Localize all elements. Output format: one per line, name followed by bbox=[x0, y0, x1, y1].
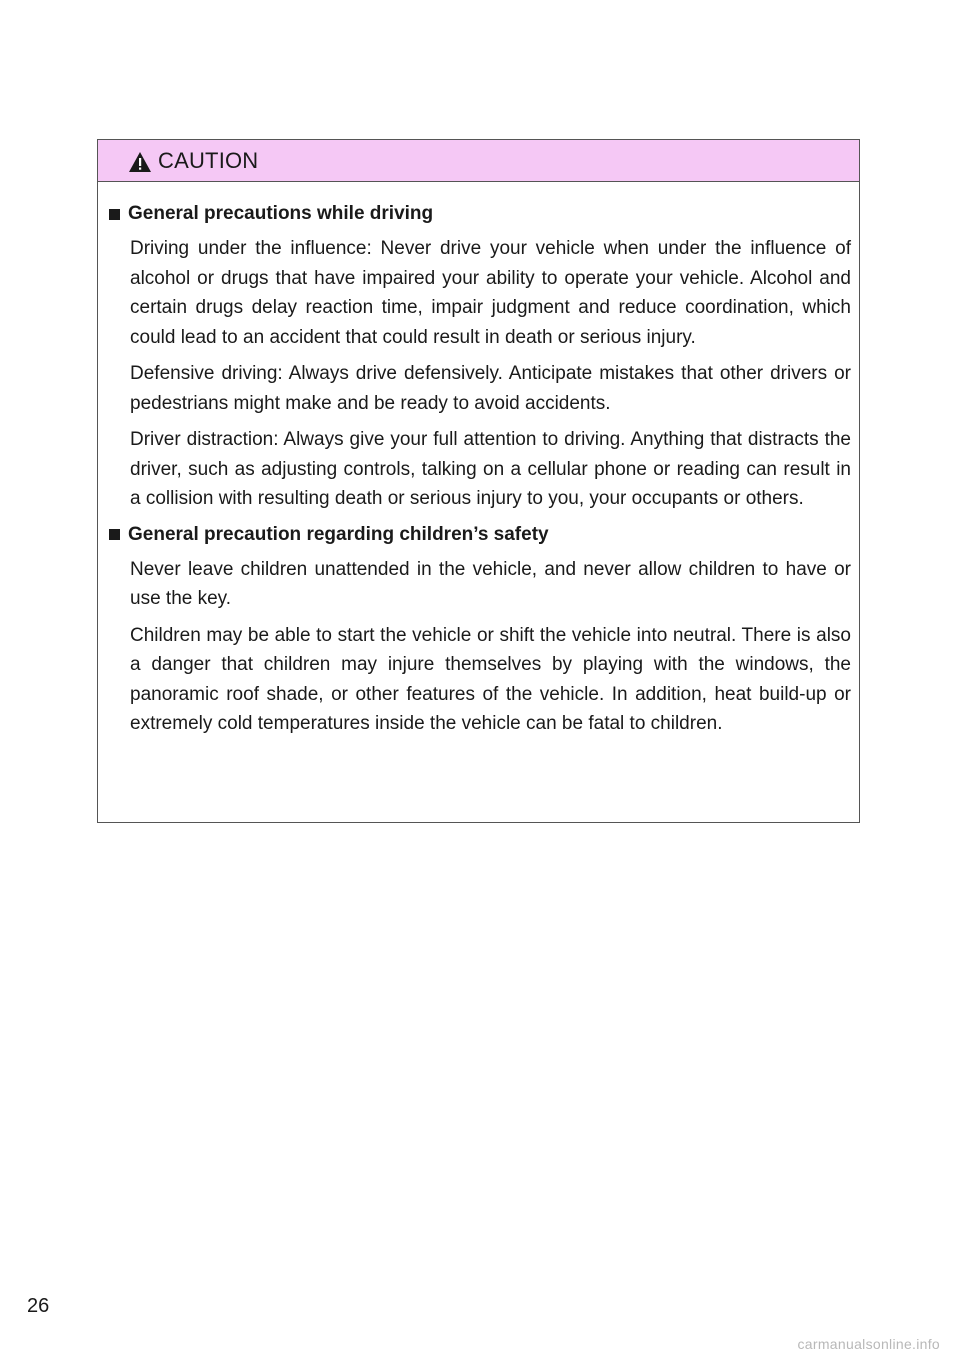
page-number: 26 bbox=[27, 1295, 50, 1317]
caution-box bbox=[97, 139, 860, 823]
square-bullet-icon bbox=[109, 529, 120, 540]
section-heading bbox=[108, 521, 851, 549]
section-driving-precautions bbox=[108, 200, 851, 514]
paragraph: Defensive driving: Always drive defensively. Anticipate mistakes that other drivers or pedestrians might make and be ready to avoid accidents. bbox=[130, 363, 851, 414]
paragraph: Children may be able to start the vehicle or shift the vehicle into neutral. There is also a danger that children may injure themselves by playing with the windows, the panoramic roof shade, or other features of the vehicle. In addition, heat build-up or extremely cold temperatures inside the vehicle can be fatal to children. bbox=[130, 624, 851, 734]
caution-header bbox=[98, 140, 859, 182]
paragraph: Driving under the influence: Never drive your vehicle when under the influence of alcohol or drugs that have impaired your ability to operate your vehicle. Alcohol and certain drugs delay reaction time, impair judgment and reduce coordination, which could lead to an accident that could result in death or serious injury. bbox=[130, 238, 851, 348]
watermark: carmanualsonline.info bbox=[797, 1336, 940, 1352]
caution-body bbox=[98, 182, 859, 739]
square-bullet-icon bbox=[109, 209, 120, 220]
section-children-safety bbox=[108, 521, 851, 739]
warning-triangle-icon bbox=[128, 151, 152, 173]
paragraph: Never leave children unattended in the vehicle, and never allow children to have or use the key. bbox=[130, 558, 851, 609]
section-heading-text: General precaution regarding children’s safety bbox=[128, 523, 549, 545]
section-heading-text: General precautions while driving bbox=[128, 203, 434, 224]
paragraph: Driver distraction: Always give your full attention to driving. Anything that distracts the driver, such as adjusting controls, talking on a cellular phone or reading can result in a collision with resulting death or serious injury to you, your occupants or others. bbox=[130, 429, 851, 509]
section-heading bbox=[108, 200, 851, 228]
caution-title: CAUTION bbox=[158, 147, 259, 173]
